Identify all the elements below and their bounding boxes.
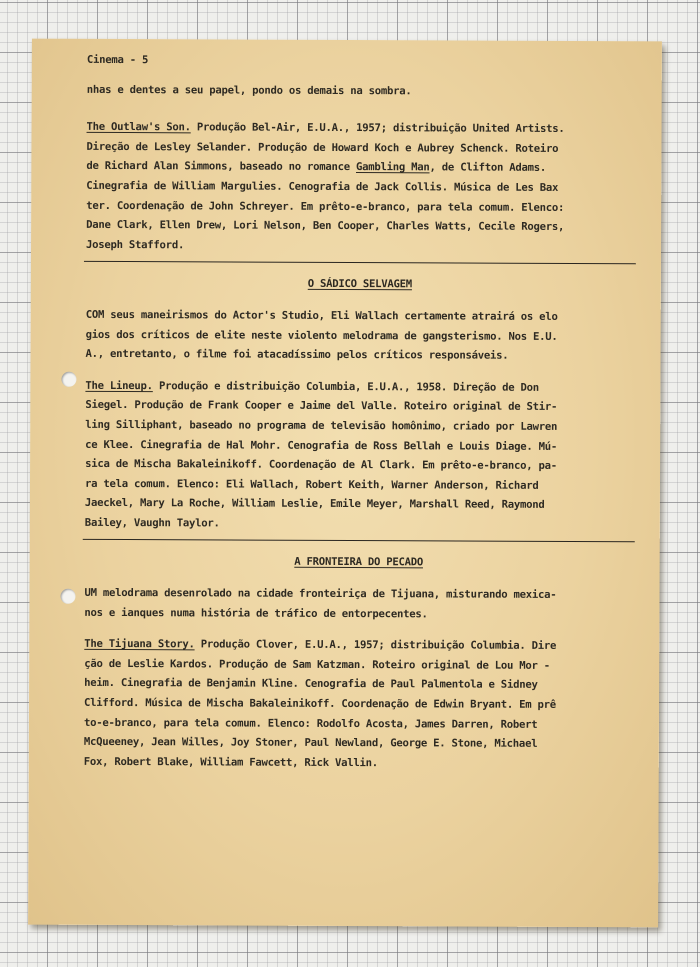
credit-line: to-e-branco, para tela comum. Elenco: Rodolfo Acosta, James Darren, Robert <box>83 716 538 731</box>
credit-line: Dane Clark, Ellen Drew, Lori Nelson, Ben Cooper, Charles Watts, Cecile Rogers, <box>86 219 565 234</box>
credit-line: Cinegrafia de William Margulies. Cenografia de Jack Collis. Música de Les Bax <box>86 179 559 194</box>
credit-line: Siegel. Produção de Frank Cooper e Jaime del Valle. Roteiro original de Stir- <box>85 399 558 414</box>
credit-line: Fox, Robert Blake, William Fawcett, Rick Vallin. <box>83 755 378 769</box>
typewritten-page <box>28 39 662 928</box>
credit-line: heim. Cinegrafia de Benjamin Kline. Cenografia de Paul Palmentola e Sidney <box>84 677 538 692</box>
credit-line: sica de Mischa Bakaleinikoff. Coordenação de Al Clark. Em prêto-e-branco, pa- <box>85 457 557 473</box>
credit-line: ra tela comum. Elenco: Eli Wallach, Robert Keith, Warner Anderson, Richard <box>84 477 539 492</box>
credit-text: Produção e distribuição Columbia, E.U.A., 1958. Direção de Don <box>152 379 539 394</box>
credit-line: ce Klee. Cinegrafia de Hal Mohr. Cenografia de Ross Bellah e Louis Diage. Mú- <box>85 438 558 453</box>
credit-text: Produção Bel-Air, E.U.A., 1957; distribuição United Artists. <box>190 121 565 136</box>
section-heading: A FRONTEIRA DO PECADO <box>294 556 424 569</box>
section-divider <box>84 261 636 264</box>
credit-line: Clifford. Música de Mischa Bakaleinikoff. Coordenação de Edwin Bryant. Em prê <box>84 696 556 711</box>
summary-line: A., entretanto, o filme foi atacadíssimo pelos críticos responsáveis. <box>85 347 509 362</box>
summary-line: COM seus maneirismos do Actor's Studio, Eli Wallach certamente atrairá os elo <box>85 308 558 323</box>
section-divider <box>83 539 635 542</box>
credit-line: Direção de Lesley Selander. Produção de Howard Koch e Aubrey Schenck. Roteiro <box>86 140 559 155</box>
punch-hole <box>61 372 76 387</box>
punch-hole <box>60 589 75 604</box>
page-header: Cinema - 5 <box>86 53 149 67</box>
credit-line: Jaeckel, Mary La Roche, William Leslie, Emile Meyer, Marshall Reed, Raymond <box>84 497 545 512</box>
film-credits-outlaws-son <box>86 118 635 258</box>
section-heading: O SÁDICO SELVAGEM <box>307 278 412 291</box>
credit-text: , de Clifton Adams. <box>429 161 547 175</box>
intro-line: nhas e dentes a seu papel, pondo os demais na sombra. <box>86 83 412 97</box>
credit-line: ling Silliphant, baseado no programa de televisão homônimo, criado por Lawren <box>85 418 558 433</box>
summary-line: nos e ianques numa história de tráfico de entorpecentes. <box>84 606 428 621</box>
section-sadico-selvagem <box>85 274 634 536</box>
credit-text: Produção Clover, E.U.A., 1957; distribuição Columbia. Dire <box>194 638 557 653</box>
credit-line: ção de Leslie Kardos. Produção de Sam Katzman. Roteiro original de Lou Mor - <box>84 657 550 672</box>
credit-line: Bailey, Vaughn Taylor. <box>84 516 220 530</box>
credit-text: de Richard Alan Simmons, baseado no romance <box>86 160 357 174</box>
page-text <box>84 49 635 775</box>
film-title: The Tijuana Story. <box>84 638 195 651</box>
novel-title: Gambling Man <box>355 161 430 174</box>
summary-line: gios dos críticos de elite neste violento melodrama de gangsterismo. Nos E.U. <box>85 328 558 343</box>
credit-line: ter. Coordenação de John Schreyer. Em prêto-e-branco, para tela comum. Elenco: <box>86 199 565 214</box>
summary-line: UM melodrama desenrolado na cidade fronteiriça de Tijuana, misturando mexica- <box>84 586 557 601</box>
film-title: The Outlaw's Son. <box>86 121 191 134</box>
credit-line: McQueeney, Jean Willes, Joy Stoner, Paul Newland, George E. Stone, Michael <box>83 736 538 751</box>
credit-line: Joseph Stafford. <box>86 238 185 252</box>
film-title: The Lineup. <box>85 379 153 392</box>
section-fronteira-do-pecado <box>84 552 633 774</box>
